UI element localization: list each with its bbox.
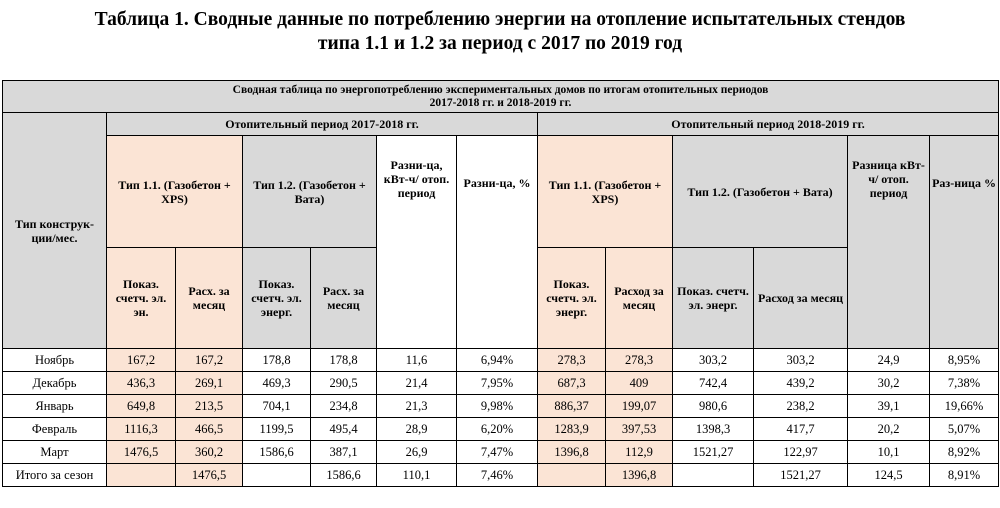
p1-diff-kwh-header: Разни-ца, кВт-ч/ отоп. период <box>377 136 457 349</box>
table-cell: 649,8 <box>107 395 176 418</box>
table-cell: 112,9 <box>606 441 673 464</box>
table-cell: 1586,6 <box>311 464 377 487</box>
table-cell: 122,97 <box>754 441 848 464</box>
table-cell: 24,9 <box>848 349 930 372</box>
table-cell: 8,92% <box>930 441 999 464</box>
table-cell: 1586,6 <box>243 441 311 464</box>
table-cell: 687,3 <box>538 372 606 395</box>
p2-diff-pct-header: Раз-ница % <box>930 136 999 349</box>
table-cell <box>538 464 606 487</box>
table-cell: 178,8 <box>243 349 311 372</box>
table-cell: 178,8 <box>311 349 377 372</box>
table-cell: 20,2 <box>848 418 930 441</box>
table-cell: 7,47% <box>457 441 538 464</box>
table-cell: 199,07 <box>606 395 673 418</box>
row-label: Март <box>3 441 107 464</box>
p1-type11-header: Тип 1.1. (Газобетон + XPS) <box>107 136 243 248</box>
table-cell: 278,3 <box>538 349 606 372</box>
energy-table <box>2 80 999 487</box>
table-cell: 21,4 <box>377 372 457 395</box>
table-cell: 5,07% <box>930 418 999 441</box>
table-cell: 704,1 <box>243 395 311 418</box>
table-cell: 495,4 <box>311 418 377 441</box>
data-rows <box>3 349 999 487</box>
table-cell: 290,5 <box>311 372 377 395</box>
table-cell: 409 <box>606 372 673 395</box>
table-cell: 278,3 <box>606 349 673 372</box>
table-cell: 124,5 <box>848 464 930 487</box>
table-row <box>3 464 999 487</box>
table-cell: 436,3 <box>107 372 176 395</box>
table-cell: 30,2 <box>848 372 930 395</box>
table-cell: 397,53 <box>606 418 673 441</box>
p1-t12-meter-header: Показ. счетч. эл. энерг. <box>243 248 311 349</box>
table-cell: 980,6 <box>673 395 754 418</box>
table-cell: 11,6 <box>377 349 457 372</box>
table-cell: 213,5 <box>176 395 243 418</box>
table-cell: 1283,9 <box>538 418 606 441</box>
table-cell: 269,1 <box>176 372 243 395</box>
row-label: Итого за сезон <box>3 464 107 487</box>
table-cell: 21,3 <box>377 395 457 418</box>
table-cell <box>107 464 176 487</box>
table-cell: 303,2 <box>673 349 754 372</box>
table-cell: 1398,3 <box>673 418 754 441</box>
p2-t12-month-header: Расход за месяц <box>754 248 848 349</box>
p2-t12-meter-header: Показ. счетч. эл. энерг. <box>673 248 754 349</box>
table-cell: 110,1 <box>377 464 457 487</box>
table-row <box>3 441 999 464</box>
table-cell: 19,66% <box>930 395 999 418</box>
table-cell: 439,2 <box>754 372 848 395</box>
table-cell: 9,98% <box>457 395 538 418</box>
table-cell: 1521,27 <box>754 464 848 487</box>
table-title <box>3 81 999 113</box>
p1-t11-month-header: Расх. за месяц <box>176 248 243 349</box>
table-caption <box>0 8 1000 56</box>
table-cell: 1116,3 <box>107 418 176 441</box>
table-row <box>3 372 999 395</box>
table-row <box>3 349 999 372</box>
table-cell: 742,4 <box>673 372 754 395</box>
table-title-line-2: 2017-2018 гг. и 2018-2019 гг. <box>429 96 572 109</box>
period-1-header: Отопительный период 2017-2018 гг. <box>107 113 538 136</box>
table-cell: 28,9 <box>377 418 457 441</box>
table-cell: 167,2 <box>107 349 176 372</box>
table-cell: 1521,27 <box>673 441 754 464</box>
table-cell: 1396,8 <box>538 441 606 464</box>
table-cell: 886,37 <box>538 395 606 418</box>
p2-t11-meter-header: Показ. счетч. эл. энерг. <box>538 248 606 349</box>
p1-t11-meter-header: Показ. счетч. эл. эн. <box>107 248 176 349</box>
table-cell: 466,5 <box>176 418 243 441</box>
table-cell: 1476,5 <box>176 464 243 487</box>
row-label: Январь <box>3 395 107 418</box>
p1-t12-month-header: Расх. за месяц <box>311 248 377 349</box>
table-row <box>3 395 999 418</box>
table-cell: 238,2 <box>754 395 848 418</box>
table-row <box>3 418 999 441</box>
table-cell: 303,2 <box>754 349 848 372</box>
row-header: Тип конструк-ции/мес. <box>3 113 107 349</box>
table-cell <box>243 464 311 487</box>
caption-line-1: Таблица 1. Сводные данные по потреблению энергии на отопление испытательных стендов <box>94 9 906 30</box>
table-cell: 167,2 <box>176 349 243 372</box>
table-cell: 7,38% <box>930 372 999 395</box>
table-cell: 417,7 <box>754 418 848 441</box>
table-cell: 469,3 <box>243 372 311 395</box>
row-label: Ноябрь <box>3 349 107 372</box>
table-title-line-1: Сводная таблица по энергопотреблению экспериментальных домов по итогам отопительных периодов <box>232 83 769 96</box>
table-cell: 8,95% <box>930 349 999 372</box>
table-cell: 39,1 <box>848 395 930 418</box>
table-cell: 26,9 <box>377 441 457 464</box>
table-cell: 10,1 <box>848 441 930 464</box>
caption-line-2: типа 1.1 и 1.2 за период с 2017 по 2019 год <box>317 33 683 54</box>
table-cell: 6,20% <box>457 418 538 441</box>
p2-type12-header: Тип 1.2. (Газобетон + Вата) <box>673 136 848 248</box>
table-cell: 1476,5 <box>107 441 176 464</box>
table-cell: 6,94% <box>457 349 538 372</box>
row-label: Декабрь <box>3 372 107 395</box>
table-cell: 7,95% <box>457 372 538 395</box>
p2-diff-kwh-header: Разница кВт-ч/ отоп. период <box>848 136 930 349</box>
p1-type12-header: Тип 1.2. (Газобетон + Вата) <box>243 136 377 248</box>
table-cell: 234,8 <box>311 395 377 418</box>
period-2-header: Отопительный период 2018-2019 гг. <box>538 113 999 136</box>
table-cell: 1396,8 <box>606 464 673 487</box>
table-cell: 8,91% <box>930 464 999 487</box>
p1-diff-pct-header: Разни-ца, % <box>457 136 538 349</box>
table-cell: 360,2 <box>176 441 243 464</box>
table-cell <box>673 464 754 487</box>
row-label: Февраль <box>3 418 107 441</box>
p2-t11-month-header: Расход за месяц <box>606 248 673 349</box>
table-cell: 7,46% <box>457 464 538 487</box>
table-cell: 387,1 <box>311 441 377 464</box>
p2-type11-header: Тип 1.1. (Газобетон + XPS) <box>538 136 673 248</box>
table-cell: 1199,5 <box>243 418 311 441</box>
